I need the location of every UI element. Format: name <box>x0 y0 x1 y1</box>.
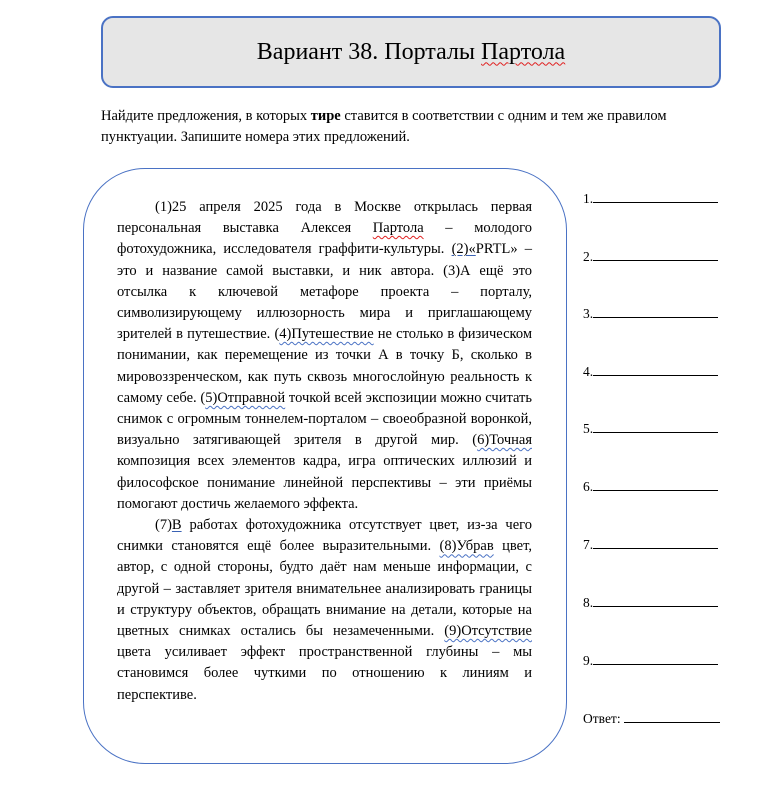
sentence-7-start: В <box>171 517 182 534</box>
instruction-bold: тире <box>310 108 341 124</box>
sentence-9-start: (9)Отсутствие <box>444 623 532 640</box>
page-title <box>257 39 565 66</box>
title-prefix: Вариант 38. Порталы <box>256 38 482 65</box>
sentence-4: не столько в физическом понимании, как перемещение из точки А в точку Б, сколько в мировоззренческом, как путь сквозь многослойную реальность к самому себе. ( <box>117 326 532 406</box>
answer-line-1[interactable]: 1. <box>583 188 723 207</box>
source-text <box>117 197 532 706</box>
sentence-8: цвет, автор, с одной стороны, будто даёт нам меньше информации, с другой – заставляет зрителя внимательнее анализировать границы и структуру объектов, обращать внимание на детали, которые на цветных снимках остались бы незамеченными. <box>117 538 532 640</box>
sentence-9: цвета усиливает эффект пространственной глубины – мы становимся более чуткими по отношению к линиям и перспективе. <box>117 644 532 703</box>
answer-line-8[interactable]: 8. <box>583 592 723 611</box>
sentence-5: точкой всей экспозиции можно считать снимок с огромным тоннелем-порталом – своеобразной воронкой, визуально затягивающей зрителя в другой мир. ( <box>117 389 533 449</box>
sentence-5-start: 5)Отправной <box>205 389 286 406</box>
sentence-7-number: (7) <box>155 517 172 534</box>
answer-line-3[interactable]: 3. <box>583 303 723 322</box>
title-name: Партола <box>481 38 566 65</box>
answer-line-7[interactable]: 7. <box>583 534 723 553</box>
final-answer-label: Ответ: <box>583 711 621 726</box>
answer-line-2[interactable]: 2. <box>583 246 723 265</box>
sentence-1-b: – молодого фотохудожника, исследователя граффити-культуры. <box>117 220 532 258</box>
task-instruction <box>101 106 701 148</box>
answer-line-4[interactable]: 4. <box>583 361 723 380</box>
paragraph-1 <box>117 197 532 515</box>
instruction-after: ставится в соответствии с одним и тем же правилом пунктуации. Запишите номера этих предложений. <box>101 108 667 145</box>
title-box <box>101 16 721 88</box>
answer-line-5[interactable]: 5. <box>583 418 723 437</box>
answer-line-6[interactable]: 6. <box>583 476 723 495</box>
sentence-6: композиция всех элементов кадра, игра оптических иллюзий и философское понимание линейной перспективы – эти приёмы помогают достичь желаемого эффекта. <box>117 453 532 512</box>
sentence-4-start: 4)Путешествие <box>279 326 374 343</box>
sentence-2-3: PRTL» – это и название самой выставки, и ник автора. (3)А ещё это отсылка к ключевой метафоре проекта – порталу, символизирующему иллюзорность мира и приглашающему зрителей в путешествие. ( <box>117 241 532 343</box>
answer-line-9[interactable]: 9. <box>583 650 723 669</box>
sentence-1-name: Партола <box>372 220 424 237</box>
final-answer-line[interactable] <box>583 708 720 727</box>
sentence-7: работах фотохудожника отсутствует цвет, из-за чего снимки становятся ещё более выразительными. <box>117 517 532 555</box>
sentence-6-start: 6)Точная <box>477 432 532 449</box>
sentence-8-start: (8)Убрав <box>439 538 494 555</box>
sentence-2-number: (2)« <box>451 241 476 258</box>
paragraph-2 <box>117 515 532 706</box>
instruction-before: Найдите предложения, в которых <box>101 108 311 124</box>
sentence-1-a: (1)25 апреля 2025 года в Москве открылась первая персональная выставка Алексея <box>117 199 532 237</box>
